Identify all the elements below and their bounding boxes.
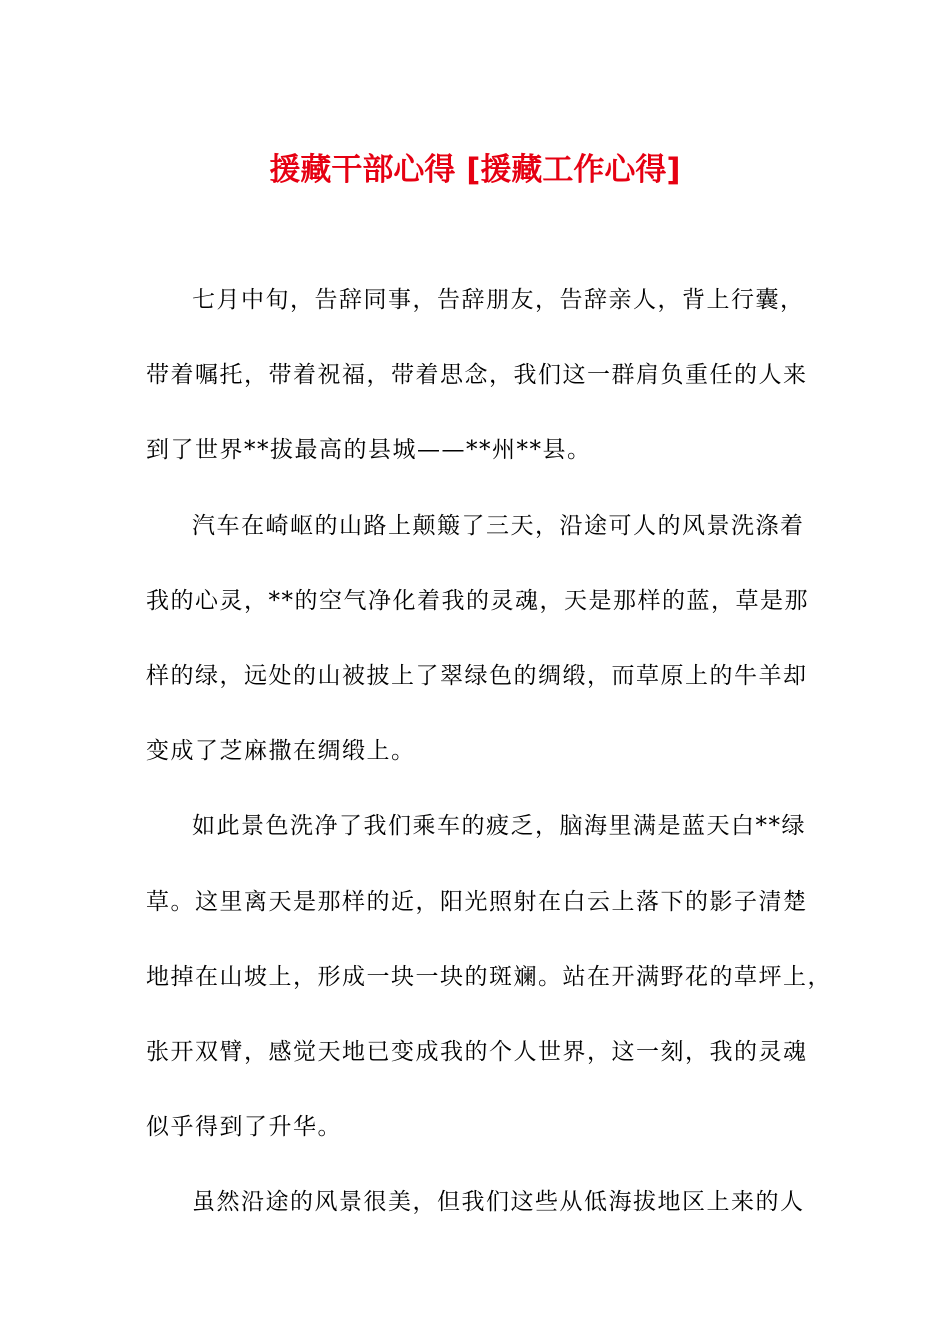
text-line: 似乎得到了升华。 <box>146 1114 342 1141</box>
paragraph-2 <box>146 508 809 771</box>
text-line: 样的绿，远处的山被披上了翠绿色的绸缎，而草原上的牛羊却 <box>146 662 808 689</box>
paragraph-4 <box>146 1184 806 1222</box>
text-line: 地掉在山坡上，形成一块一块的斑斓。站在开满野花的草坪上， <box>146 963 832 990</box>
paragraph-3 <box>146 808 832 1146</box>
text-line: 变成了芝麻撒在绸缎上。 <box>146 738 416 765</box>
text-line: 张开双臂，感觉天地已变成我的个人世界，这一刻，我的灵魂 <box>146 1038 808 1065</box>
text-line: 带着嘱托，带着祝福，带着思念，我们这一群肩负重任的人来 <box>146 362 808 389</box>
document-body <box>146 282 832 1222</box>
paragraph-1 <box>146 282 806 470</box>
text-line: 草。这里离天是那样的近，阳光照射在白云上落下的影子清楚 <box>146 888 808 915</box>
text-line: 如此景色洗净了我们乘车的疲乏，脑海里满是蓝天白**绿 <box>192 813 806 840</box>
document-title: 援藏干部心得 [援藏工作心得] <box>269 152 681 188</box>
text-line: 我的心灵，**的空气净化着我的灵魂，天是那样的蓝，草是那 <box>146 587 809 614</box>
text-line: 虽然沿途的风景很美，但我们这些从低海拔地区上来的人 <box>192 1189 805 1216</box>
text-line: 到了世界**拔最高的县城——**州**县。 <box>146 437 592 464</box>
text-line: 七月中旬，告辞同事，告辞朋友，告辞亲人，背上行囊， <box>192 287 805 313</box>
text-line: 汽车在崎岖的山路上颠簸了三天，沿途可人的风景洗涤着 <box>192 512 805 539</box>
